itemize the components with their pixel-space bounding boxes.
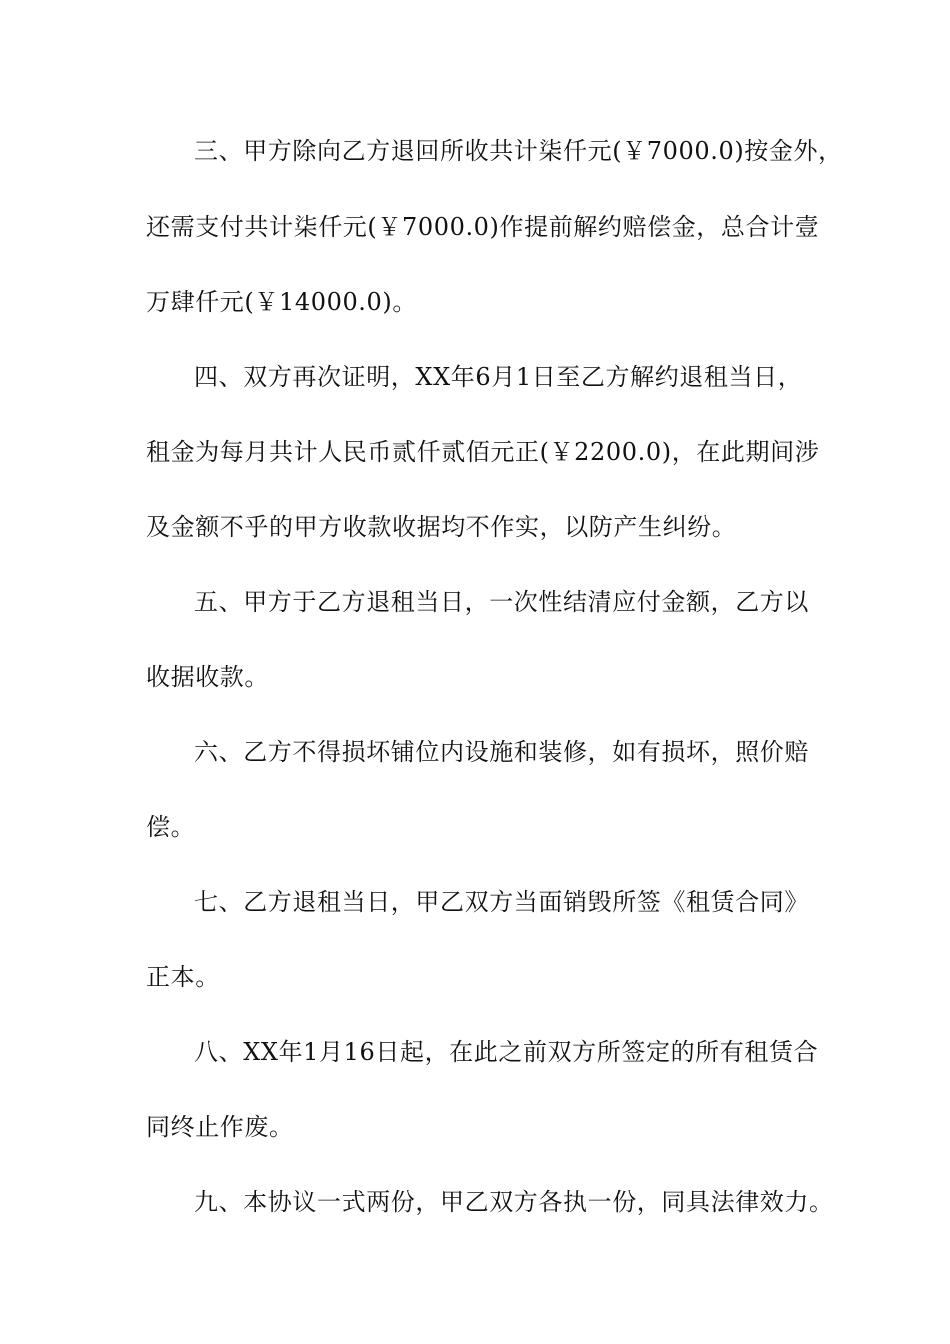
clause-6-line-1: 六、乙方不得损坏铺位内设施和装修，如有损坏，照价赔	[194, 738, 809, 766]
clause-3-line-3: 万肆仟元(￥14000.0)。	[146, 288, 417, 316]
clause-7-line-1: 七、乙方退租当日，甲乙双方当面销毁所签《租赁合同》	[194, 888, 809, 916]
clause-8-line-2: 同终止作废。	[146, 1113, 294, 1141]
clause-5-line-2: 收据收款。	[146, 663, 269, 691]
clause-8-line-1: 八、XX年1月16日起，在此之前双方所签定的所有租赁合	[194, 1038, 819, 1066]
clause-7-line-2: 正本。	[146, 963, 220, 991]
clause-4-line-1: 四、双方再次证明，XX年6月1日至乙方解约退租当日，	[194, 363, 803, 391]
clause-4-line-2: 租金为每月共计人民币贰仟贰佰元正(￥2200.0)，在此期间涉	[146, 438, 820, 466]
clause-3-line-2: 还需支付共计柒仟元(￥7000.0)作提前解约赔偿金，总合计壹	[146, 213, 820, 241]
clause-9-line-1: 九、本协议一式两份，甲乙双方各执一份，同具法律效力。	[194, 1188, 834, 1216]
clause-6-line-2: 偿。	[146, 813, 196, 841]
clause-5-line-1: 五、甲方于乙方退租当日，一次性结清应付金额，乙方以	[194, 588, 809, 616]
clause-3-line-1: 三、甲方除向乙方退回所收共计柒仟元(￥7000.0)按金外，	[194, 137, 843, 165]
clause-4-line-3: 及金额不乎的甲方收款收据均不作实，以防产生纠纷。	[146, 513, 737, 541]
